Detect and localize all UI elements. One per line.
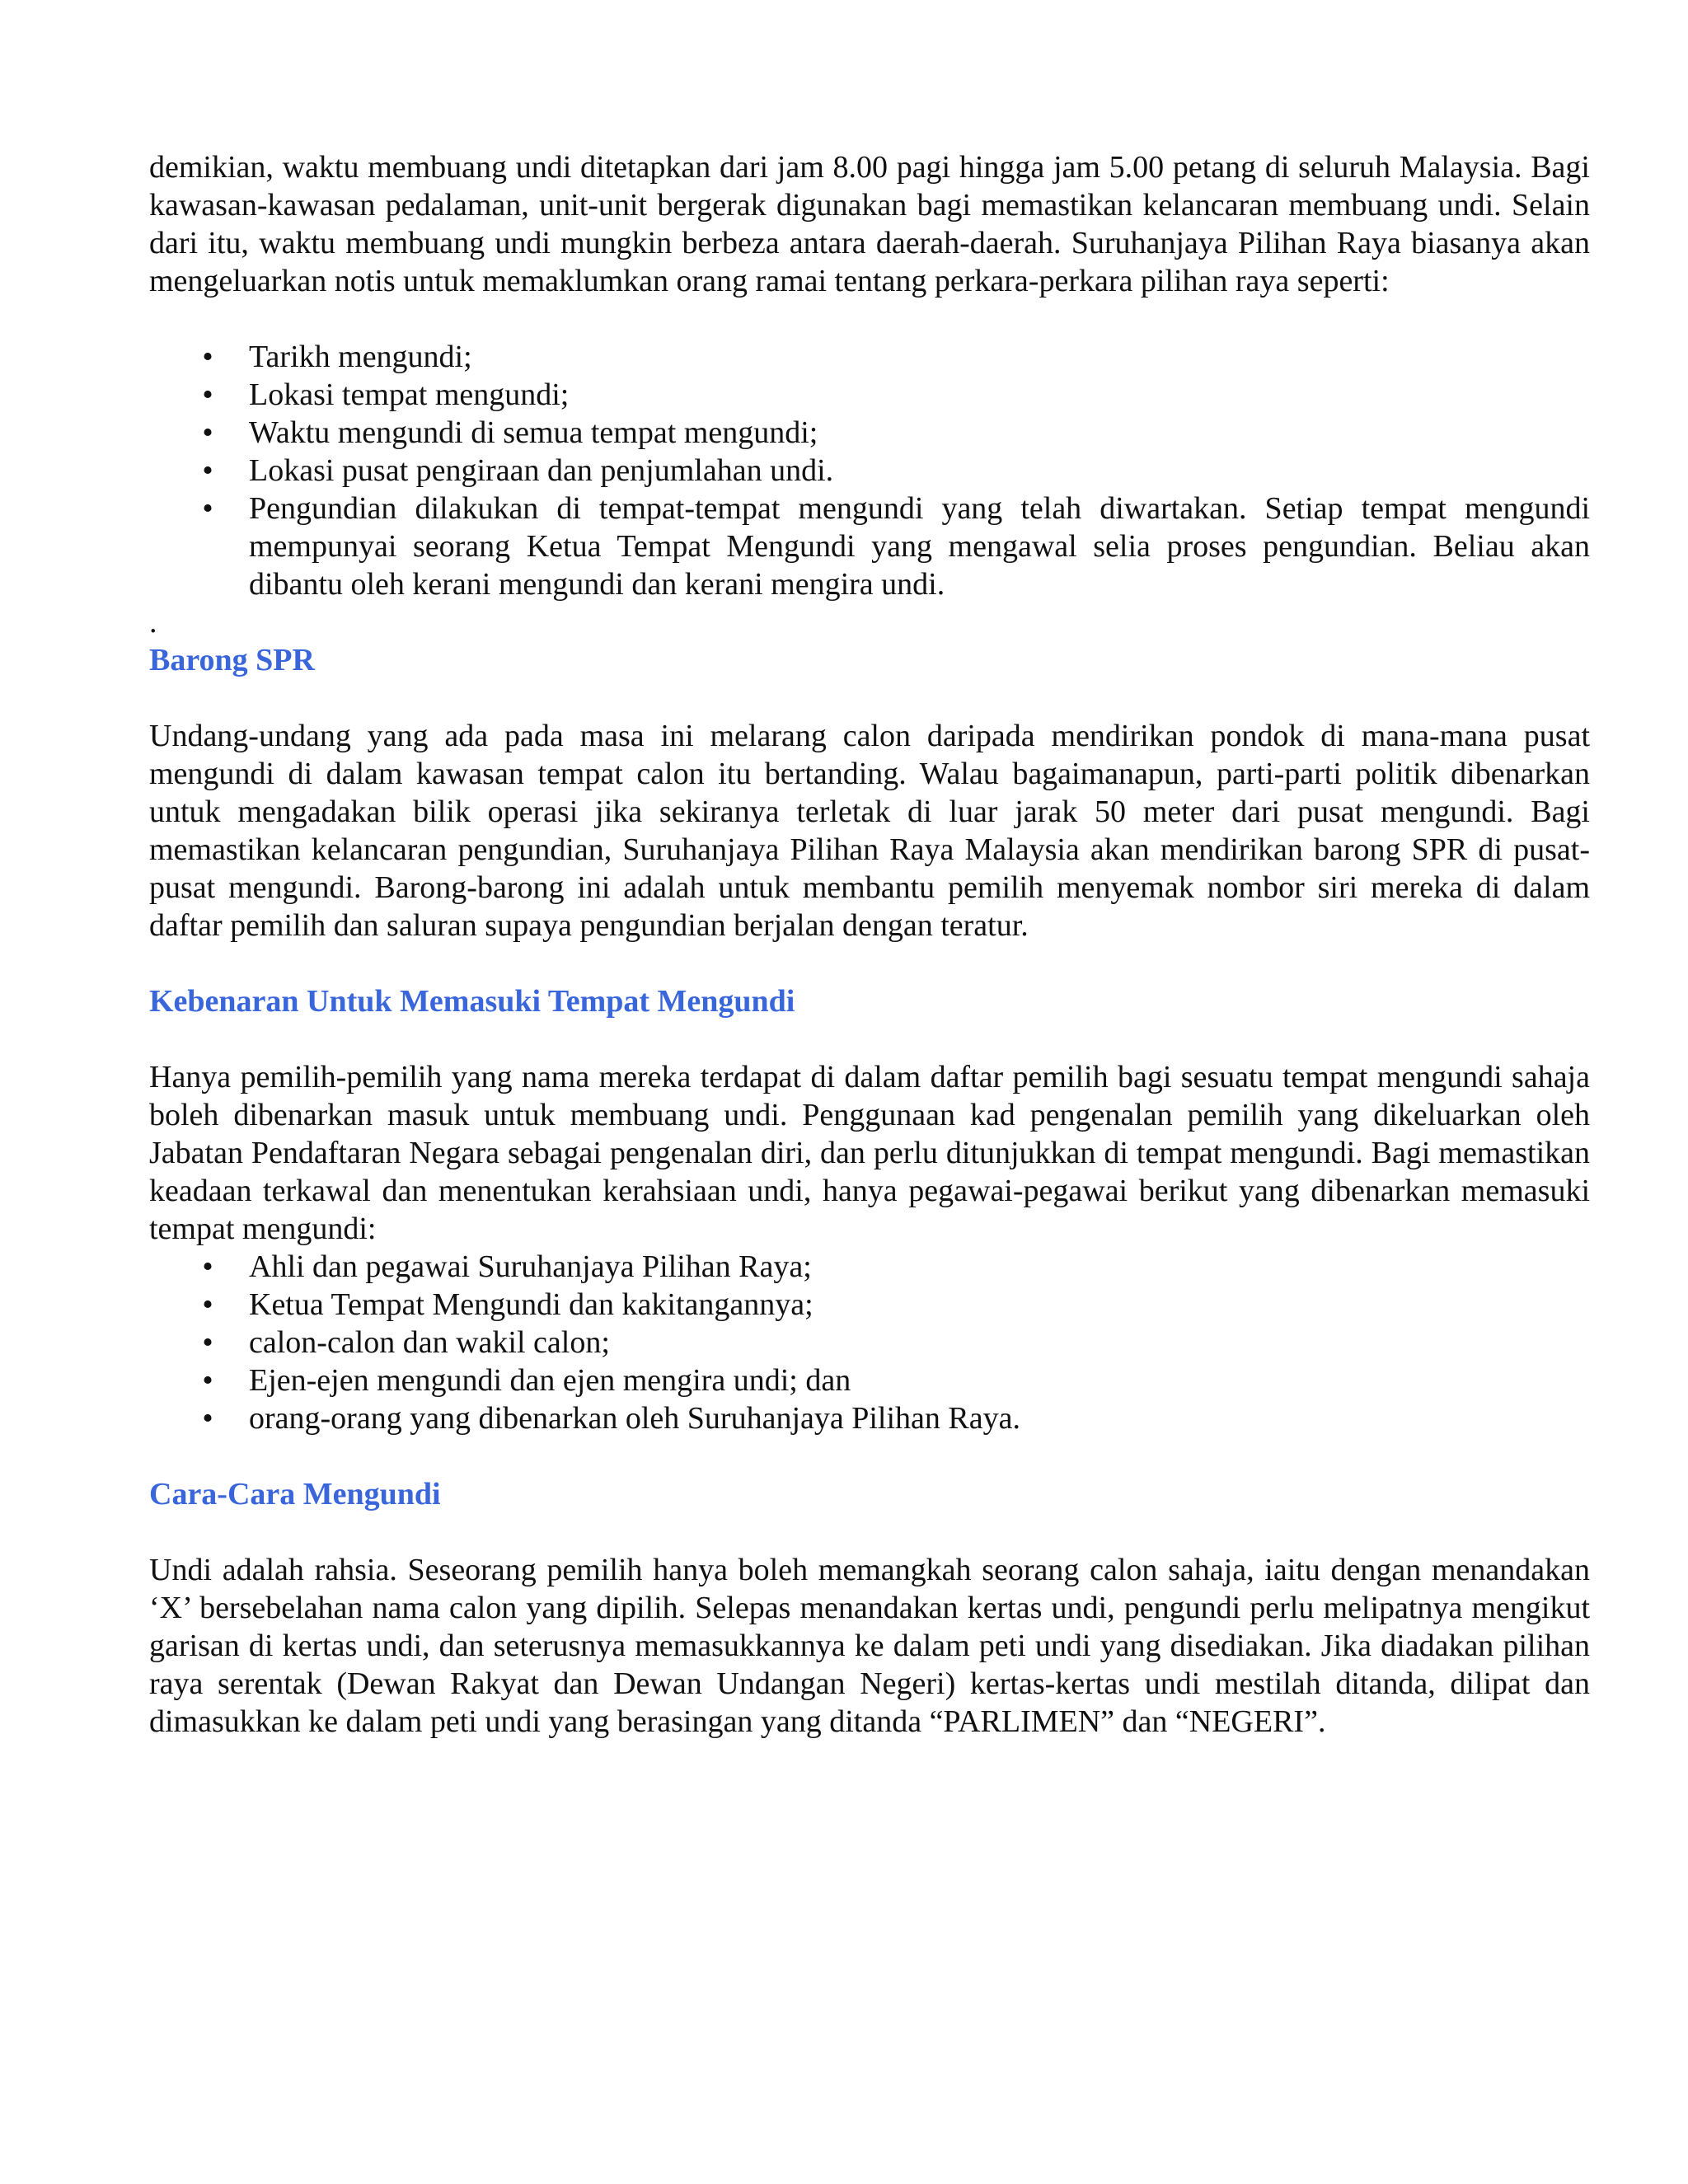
- spacer: [149, 679, 1590, 717]
- spacer: [149, 1437, 1590, 1475]
- election-notice-list: [149, 338, 1590, 603]
- list-item: • Ahli dan pegawai Suruhanjaya Pilihan Raya;: [249, 1248, 1590, 1286]
- spacer: [149, 300, 1590, 338]
- list-item: • Waktu mengundi di semua tempat mengundi;: [249, 414, 1590, 452]
- kebenaran-paragraph: Hanya pemilih-pemilih yang nama mereka terdapat di dalam daftar pemilih bagi sesuatu tempat mengundi sahaja boleh dibenarkan masuk untuk membuang undi. Penggunaan kad pengenalan pemilih yang dikeluarkan oleh Jabatan Pendaftaran Negara sebagai pengenalan diri, dan perlu ditunjukkan di tempat mengundi. Bagi memastikan keadaan terkawal dan menentukan kerahsiaan undi, hanya pegawai-pegawai berikut yang dibenarkan memasuki tempat mengundi:: [149, 1060, 1590, 1246]
- bullet-icon: •: [202, 415, 213, 450]
- bullet-icon: •: [202, 1363, 213, 1398]
- list-item: • orang-orang yang dibenarkan oleh Suruhanjaya Pilihan Raya.: [249, 1399, 1590, 1437]
- spacer: [149, 1513, 1590, 1551]
- barong-paragraph: Undang-undang yang ada pada masa ini melarang calon daripada mendirikan pondok di mana-mana pusat mengundi di dalam kawasan tempat calon itu bertanding. Walau bagaimanapun, parti-parti politik dibenarkan untuk mengadakan bilik operasi jika sekiranya terletak di luar jarak 50 meter dari pusat mengundi. Bagi memastikan kelancaran pengundian, Suruhanjaya Pilihan Raya Malaysia akan mendirikan barong SPR di pusat-pusat mengundi. Barong-barong ini adalah untuk membantu pemilih menyemak nombor siri mereka di dalam daftar pemilih dan saluran supaya pengundian berjalan dengan teratur.: [149, 719, 1590, 943]
- bullet-icon: •: [202, 377, 213, 412]
- bullet-icon: •: [202, 340, 213, 374]
- bullet-icon: •: [202, 491, 213, 526]
- list-item: • Tarikh mengundi;: [249, 338, 1590, 376]
- bullet-icon: •: [202, 453, 213, 488]
- list-item: • Ketua Tempat Mengundi dan kakitangannya;: [249, 1286, 1590, 1324]
- list-item: • Ejen-ejen mengundi dan ejen mengira undi; dan: [249, 1361, 1590, 1399]
- list-item: • calon-calon dan wakil calon;: [249, 1324, 1590, 1361]
- heading-kebenaran: Kebenaran Untuk Memasuki Tempat Mengundi: [149, 984, 795, 1019]
- list-item: • Lokasi pusat pengiraan dan penjumlahan undi.: [249, 452, 1590, 490]
- bullet-icon: •: [202, 1249, 213, 1284]
- spacer: [149, 1020, 1590, 1058]
- authorized-persons-list: [149, 1248, 1590, 1437]
- heading-barong-spr: Barong SPR: [149, 643, 315, 677]
- trailing-dot: .: [149, 605, 157, 640]
- intro-paragraph: demikian, waktu membuang undi ditetapkan dari jam 8.00 pagi hingga jam 5.00 petang di seluruh Malaysia. Bagi kawasan-kawasan pedalaman, unit-unit bergerak digunakan bagi memastikan kelancaran membuang undi. Selain dari itu, waktu membuang undi mungkin berbeza antara daerah-daerah. Suruhanjaya Pilihan Raya biasanya akan mengeluarkan notis untuk memaklumkan orang ramai tentang perkara-perkara pilihan raya seperti:: [149, 150, 1590, 298]
- bullet-icon: •: [202, 1325, 213, 1360]
- document-page: [149, 148, 1590, 1741]
- bullet-icon: •: [202, 1401, 213, 1436]
- cara-paragraph: Undi adalah rahsia. Seseorang pemilih hanya boleh memangkah seorang calon sahaja, iaitu dengan menandakan ‘X’ bersebelahan nama calon yang dipilih. Selepas menandakan kertas undi, pengundi perlu melipatnya mengikut garisan di kertas undi, dan seterusnya memasukkannya ke dalam peti undi yang disediakan. Jika diadakan pilihan raya serentak (Dewan Rakyat dan Dewan Undangan Negeri) kertas-kertas undi mestilah ditanda, dilipat dan dimasukkan ke dalam peti undi yang berasingan yang ditanda “PARLIMEN” dan “NEGERI”.: [149, 1553, 1590, 1739]
- spacer: [149, 944, 1590, 982]
- bullet-icon: •: [202, 1287, 213, 1322]
- heading-cara-cara-mengundi: Cara-Cara Mengundi: [149, 1477, 441, 1511]
- list-item: • Pengundian dilakukan di tempat-tempat mengundi yang telah diwartakan. Setiap tempat mengundi mempunyai seorang Ketua Tempat Mengundi yang mengawal selia proses pengundian. Beliau akan dibantu oleh kerani mengundi dan kerani mengira undi.: [249, 490, 1590, 603]
- list-item: • Lokasi tempat mengundi;: [249, 376, 1590, 414]
